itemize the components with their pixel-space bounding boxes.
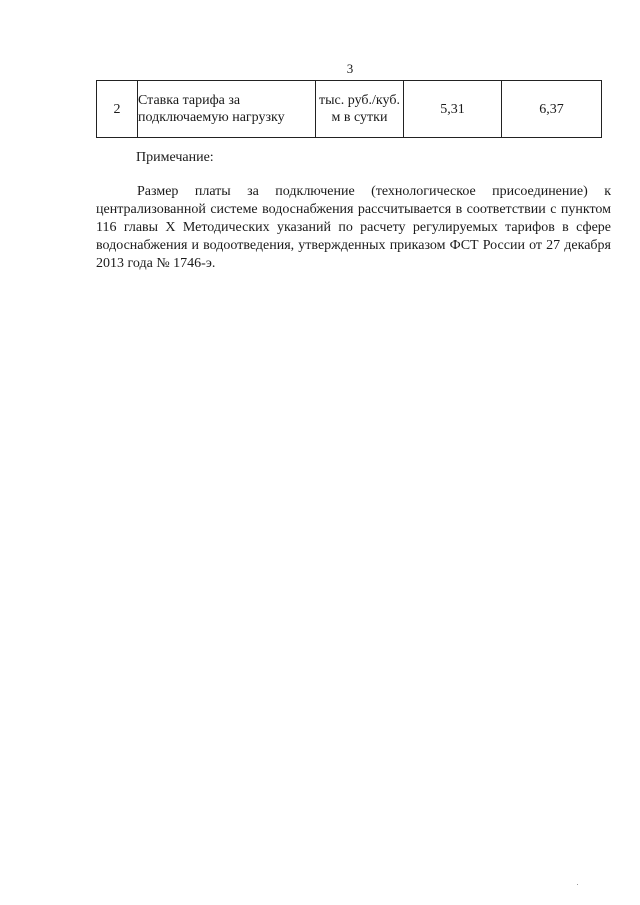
tariff-table	[96, 80, 602, 138]
row-value-1-cell: 5,31	[404, 81, 502, 138]
note-paragraph: Размер платы за подключение (технологическое присоединение) к централизованной системе водоснабжения рассчитывается в соответствии с пунктом 116 главы X Методических указаний по расчету регулируемых тарифов в сфере водоснабжения и водоотведения, утвержденных приказом ФСТ России от 27 декабря 2013 года № 1746-э.	[96, 184, 611, 271]
page-number: 3	[346, 61, 354, 76]
scan-speck	[577, 884, 578, 885]
row-name-cell: Ставка тарифа за подключаемую нагрузку	[138, 81, 316, 138]
note-title: Примечание:	[136, 150, 214, 165]
row-value-2-cell: 6,37	[502, 81, 602, 138]
table-row	[97, 81, 602, 138]
row-unit-cell: тыс. руб./куб. м в сутки	[316, 81, 404, 138]
row-number-cell: 2	[97, 81, 138, 138]
